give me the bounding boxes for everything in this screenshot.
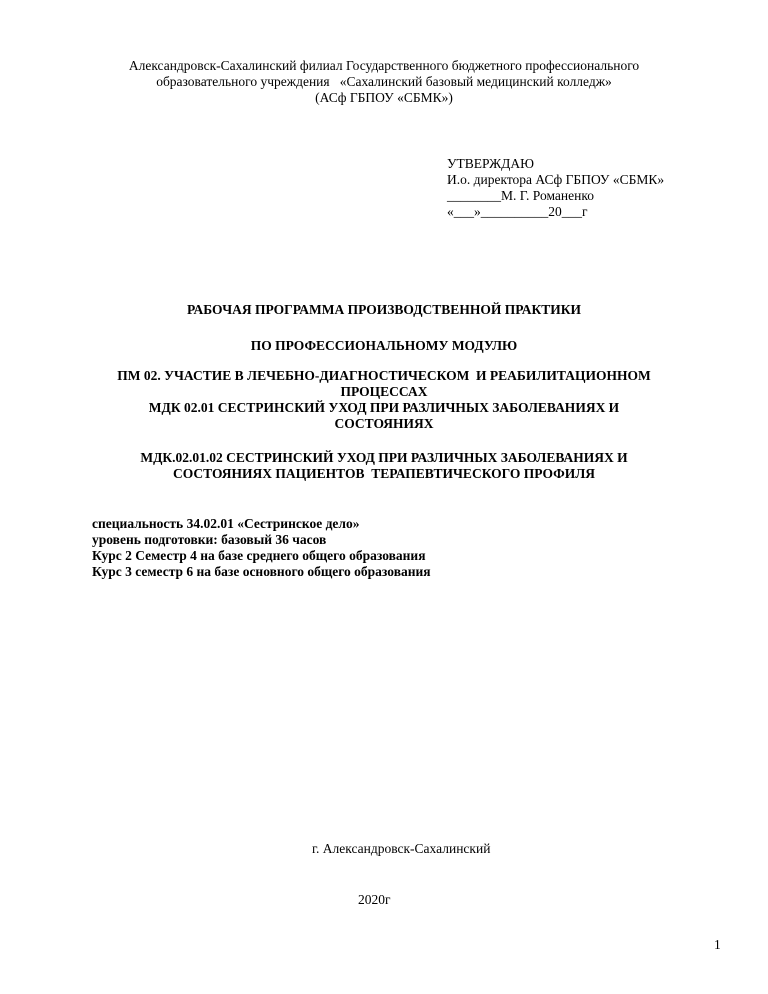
header-line-3: (АСф ГБПОУ «СБМК»): [315, 90, 453, 105]
approval-position: И.о. директора АСф ГБПОУ «СБМК»: [447, 172, 665, 187]
city-line: г. Александровск-Сахалинский: [312, 841, 491, 856]
page-number: 1: [714, 937, 721, 952]
program-title: РАБОЧАЯ ПРОГРАММА ПРОИЗВОДСТВЕННОЙ ПРАКТИКИ: [186, 302, 582, 317]
mdk-title-line-1: МДК 02.01 СЕСТРИНСКИЙ УХОД ПРИ РАЗЛИЧНЫХ ЗАБОЛЕВАНИЯХ И: [148, 400, 620, 415]
pm-title-line-1: ПМ 02. УЧАСТИЕ В ЛЕЧЕБНО-ДИАГНОСТИЧЕСКОМ И РЕАБИЛИТАЦИОННОМ: [117, 368, 651, 383]
mdk2-title-line-2: СОСТОЯНИЯХ ПАЦИЕНТОВ ТЕРАПЕВТИЧЕСКОГО ПРОФИЛЯ: [172, 466, 596, 481]
mdk2-title-line-1: МДК.02.01.02 СЕСТРИНСКИЙ УХОД ПРИ РАЗЛИЧНЫХ ЗАБОЛЕВАНИЯХ И: [140, 450, 628, 465]
level-line: уровень подготовки: базовый 36 часов: [92, 532, 327, 547]
mdk-title-line-2: СОСТОЯНИЯХ: [334, 416, 434, 431]
header-line-2: образовательного учреждения «Сахалинский базовый медицинский колледж»: [156, 74, 612, 89]
approval-signature: ________М. Г. Романенко: [447, 188, 594, 203]
approval-date: «___»__________20___г: [447, 204, 588, 219]
course3-line: Курс 3 семестр 6 на базе основного общего образования: [92, 564, 431, 579]
pm-title-line-2: ПРОЦЕССАХ: [340, 384, 428, 399]
course2-line: Курс 2 Семестр 4 на базе среднего общего образования: [92, 548, 426, 563]
header-line-1: Александровск-Сахалинский филиал Государственного бюджетного профессионального: [128, 58, 640, 73]
year-line: 2020г: [358, 892, 391, 907]
specialty-line: специальность 34.02.01 «Сестринское дело»: [92, 516, 360, 531]
approval-title: УТВЕРЖДАЮ: [447, 156, 535, 171]
module-intro: ПО ПРОФЕССИОНАЛЬНОМУ МОДУЛЮ: [250, 338, 518, 353]
